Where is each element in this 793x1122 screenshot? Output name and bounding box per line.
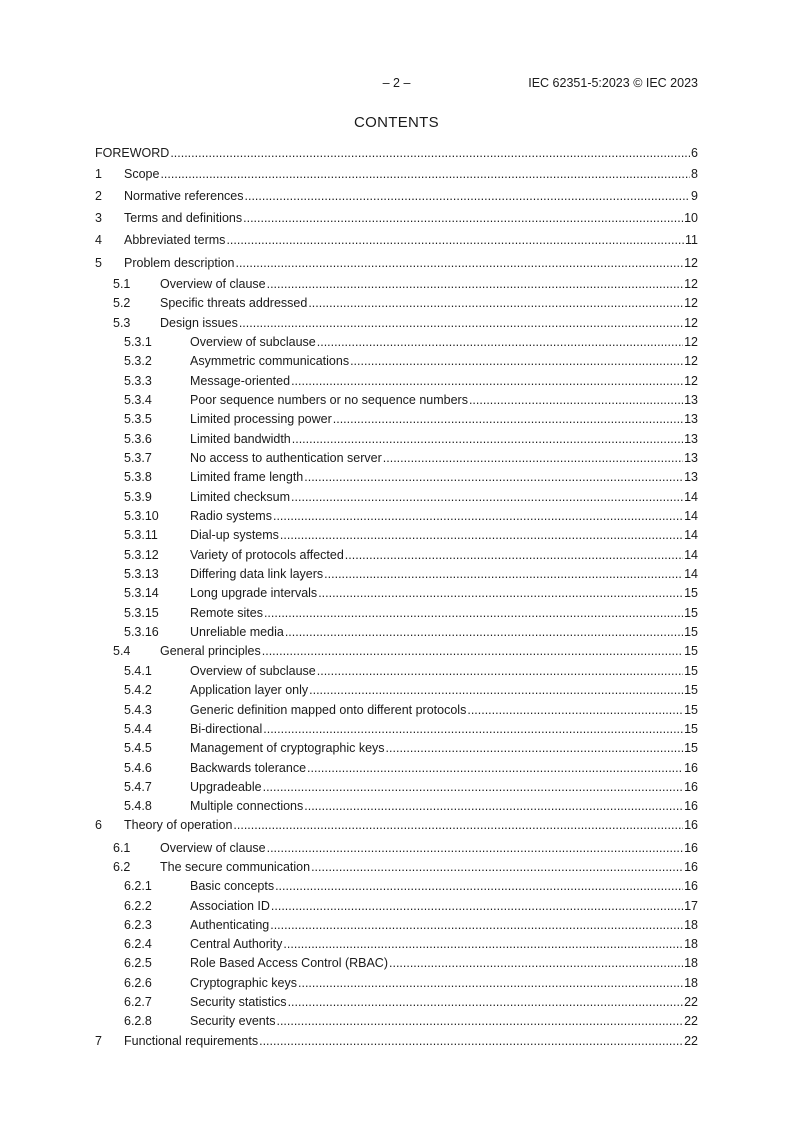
toc-entry-number: 5.3.9	[124, 490, 152, 504]
toc-entry-title: Poor sequence numbers or no sequence numbers	[190, 393, 468, 407]
dot-leader	[170, 144, 690, 162]
toc-entry-title: Problem description	[124, 256, 235, 270]
toc-entry-page: 16	[684, 879, 698, 893]
toc-entry[interactable]	[95, 662, 698, 680]
dot-leader	[318, 584, 683, 602]
toc-entry-title: Design issues	[160, 316, 238, 330]
toc-entry-page: 14	[684, 490, 698, 504]
toc-entry[interactable]	[95, 352, 698, 370]
toc-entry-page: 13	[684, 412, 698, 426]
toc-entry-number: 5.3.1	[124, 335, 152, 349]
toc-entry-number: 6.2.1	[124, 879, 152, 893]
toc-entry[interactable]	[95, 739, 698, 757]
toc-entry-page: 16	[684, 761, 698, 775]
toc-entry-number: 5.3.4	[124, 393, 152, 407]
toc-entry-page: 15	[684, 703, 698, 717]
toc-entry-number: 5.3.7	[124, 451, 152, 465]
toc-entry[interactable]	[95, 468, 698, 486]
toc-entry[interactable]	[95, 294, 698, 312]
dot-leader	[309, 681, 683, 699]
toc-entry-title: Backwards tolerance	[190, 761, 307, 775]
toc-entry-number: 7	[95, 1034, 102, 1048]
toc-entry-number: 6.2.7	[124, 995, 152, 1009]
dot-leader	[291, 372, 683, 390]
toc-entry[interactable]	[95, 144, 698, 162]
toc-entry[interactable]	[95, 623, 698, 641]
toc-entry-page: 14	[684, 509, 698, 523]
toc-entry-title: Long upgrade intervals	[190, 586, 318, 600]
toc-entry-page: 22	[684, 1034, 698, 1048]
toc-entry[interactable]	[95, 974, 698, 992]
dot-leader	[235, 254, 683, 272]
toc-entry-page: 18	[684, 956, 698, 970]
dot-leader	[304, 468, 683, 486]
dot-leader	[263, 778, 684, 796]
toc-entry-page: 22	[684, 995, 698, 1009]
toc-entry[interactable]	[95, 209, 698, 227]
toc-entry-title: Authenticating	[190, 918, 270, 932]
toc-entry-number: 5.4	[113, 644, 131, 658]
toc-entry-title: Limited bandwidth	[190, 432, 291, 446]
toc-entry[interactable]	[95, 565, 698, 583]
toc-entry[interactable]	[95, 897, 698, 915]
toc-entry-number: 5.3.11	[124, 528, 158, 542]
toc-entry-title: Limited processing power	[190, 412, 332, 426]
toc-entry-number: 6.2.8	[124, 1014, 152, 1028]
toc-entry-number: 5.3.10	[124, 509, 159, 523]
toc-entry-title: Central Authority	[190, 937, 283, 951]
toc-entry-page: 12	[684, 277, 698, 291]
toc-entry-title: Radio systems	[190, 509, 272, 523]
toc-entry[interactable]	[95, 839, 698, 857]
dot-leader	[160, 165, 690, 183]
dot-leader	[267, 275, 683, 293]
toc-entry-page: 16	[684, 799, 698, 813]
toc-entry[interactable]	[95, 410, 698, 428]
dot-leader	[262, 642, 683, 660]
toc-entry-title: Limited checksum	[190, 490, 291, 504]
dot-leader	[233, 816, 683, 834]
toc-title: CONTENTS	[354, 114, 439, 131]
toc-entry-number: 5.4.4	[124, 722, 152, 736]
dot-leader	[308, 294, 683, 312]
toc-entry-page: 6	[691, 146, 698, 160]
toc-entry[interactable]	[95, 584, 698, 602]
dot-leader	[324, 565, 683, 583]
toc-entry-title: Cryptographic keys	[190, 976, 297, 990]
toc-entry-number: 5.3.6	[124, 432, 152, 446]
toc-entry[interactable]	[95, 642, 698, 660]
toc-entry[interactable]	[95, 231, 698, 249]
toc-entry-page: 11	[685, 233, 698, 247]
toc-entry-title: Upgradeable	[190, 780, 262, 794]
dot-leader	[317, 662, 683, 680]
toc-entry-number: 5.4.7	[124, 780, 152, 794]
dot-leader	[271, 897, 683, 915]
toc-entry-page: 15	[684, 625, 698, 639]
toc-entry-page: 16	[684, 780, 698, 794]
toc-entry-title: Normative references	[124, 189, 244, 203]
toc-entry-number: 5.1	[113, 277, 131, 291]
toc-entry-number: 4	[95, 233, 102, 247]
toc-entry-number: 6.2	[113, 860, 131, 874]
dot-leader	[288, 993, 684, 1011]
toc-entry-number: 5.3.13	[124, 567, 159, 581]
toc-entry-number: 5.4.1	[124, 664, 152, 678]
toc-entry-page: 14	[684, 567, 698, 581]
toc-entry-page: 12	[684, 316, 698, 330]
toc-entry-page: 13	[684, 432, 698, 446]
toc-entry-title: Dial-up systems	[190, 528, 279, 542]
dot-leader	[273, 507, 683, 525]
toc-entry-title: Theory of operation	[124, 818, 233, 832]
toc-entry-title: General principles	[160, 644, 261, 658]
dot-leader	[467, 701, 683, 719]
toc-entry-number: 5.4.8	[124, 799, 152, 813]
toc-entry-number: 5.3.12	[124, 548, 159, 562]
toc-entry-number: 6	[95, 818, 102, 832]
dot-leader	[280, 526, 683, 544]
toc-entry-number: 1	[95, 167, 102, 181]
toc-entry-title: Security statistics	[190, 995, 287, 1009]
dot-leader	[259, 1032, 683, 1050]
toc-entry-page: 15	[684, 586, 698, 600]
toc-entry-title: Terms and definitions	[124, 211, 243, 225]
toc-entry-title: Scope	[124, 167, 160, 181]
toc-entry-page: 13	[684, 451, 698, 465]
toc-entry-number: 6.2.3	[124, 918, 152, 932]
toc-entry-title: Differing data link layers	[190, 567, 324, 581]
toc-entry-number: 5.3.8	[124, 470, 152, 484]
toc-entry[interactable]	[95, 778, 698, 796]
toc-entry-number: 6.2.6	[124, 976, 152, 990]
dot-leader	[264, 604, 683, 622]
page-number: – 2 –	[382, 76, 411, 90]
dot-leader	[275, 877, 683, 895]
toc-entry[interactable]	[95, 681, 698, 699]
toc-entry-page: 16	[684, 841, 698, 855]
toc-entry[interactable]	[95, 604, 698, 622]
dot-leader	[239, 314, 683, 332]
toc-entry-page: 18	[684, 976, 698, 990]
dot-leader	[383, 449, 683, 467]
toc-entry-page: 12	[684, 335, 698, 349]
toc-entry[interactable]	[95, 275, 698, 293]
toc-entry-page: 13	[684, 393, 698, 407]
toc-entry-page: 12	[684, 374, 698, 388]
dot-leader	[333, 410, 683, 428]
toc-entry-title: Basic concepts	[190, 879, 275, 893]
toc-entry[interactable]	[95, 1032, 698, 1050]
toc-entry-page: 18	[684, 918, 698, 932]
toc-entry-title: Variety of protocols affected	[190, 548, 344, 562]
toc-entry[interactable]	[95, 916, 698, 934]
toc-entry-title: Overview of clause	[160, 277, 266, 291]
dot-leader	[389, 954, 683, 972]
toc-entry-page: 18	[684, 937, 698, 951]
toc-entry-number: 5.3.3	[124, 374, 152, 388]
toc-entry-title: No access to authentication server	[190, 451, 382, 465]
toc-entry-title: Unreliable media	[190, 625, 284, 639]
toc-entry-number: 5.2	[113, 296, 131, 310]
dot-leader	[270, 916, 683, 934]
toc-entry-title: Management of cryptographic keys	[190, 741, 385, 755]
toc-entry-number: 5	[95, 256, 102, 270]
dot-leader	[350, 352, 683, 370]
toc-entry-page: 8	[691, 167, 698, 181]
toc-entry-page: 14	[684, 528, 698, 542]
toc-entry[interactable]	[95, 816, 698, 834]
toc-entry-title: Overview of subclause	[190, 335, 316, 349]
toc-entry-number: 6.2.5	[124, 956, 152, 970]
toc-entry-title: Remote sites	[190, 606, 263, 620]
toc-entry[interactable]	[95, 488, 698, 506]
toc-entry-number: 2	[95, 189, 102, 203]
toc-entry-number: 6.1	[113, 841, 131, 855]
toc-entry-number: 5.3	[113, 316, 131, 330]
toc-entry-title: Overview of clause	[160, 841, 266, 855]
toc-entry-number: 5.3.15	[124, 606, 159, 620]
toc-entry-page: 12	[684, 256, 698, 270]
toc-entry-page: 15	[684, 606, 698, 620]
toc-entry[interactable]	[95, 314, 698, 332]
toc-entry-page: 13	[684, 470, 698, 484]
dot-leader	[263, 720, 683, 738]
toc-entry-page: 12	[684, 296, 698, 310]
dot-leader	[267, 839, 683, 857]
toc-entry-title: The secure communication	[160, 860, 311, 874]
dot-leader	[276, 1012, 683, 1030]
document-id: IEC 62351-5:2023 © IEC 2023	[528, 76, 698, 90]
dot-leader	[307, 759, 683, 777]
toc-entry-page: 15	[684, 644, 698, 658]
dot-leader	[345, 546, 683, 564]
toc-entry-title: Association ID	[190, 899, 270, 913]
toc-entry-title: Role Based Access Control (RBAC)	[190, 956, 388, 970]
toc-entry-title: Abbreviated terms	[124, 233, 226, 247]
toc-entry[interactable]	[95, 935, 698, 953]
toc-entry[interactable]	[95, 797, 698, 815]
toc-entry-number: 5.4.5	[124, 741, 152, 755]
toc-entry[interactable]	[95, 333, 698, 351]
dot-leader	[292, 430, 683, 448]
toc-entry-page: 15	[684, 741, 698, 755]
toc-entry-page: 17	[684, 899, 698, 913]
toc-entry-page: 15	[684, 722, 698, 736]
toc-entry-title: Bi-directional	[190, 722, 263, 736]
dot-leader	[311, 858, 683, 876]
toc-entry[interactable]	[95, 720, 698, 738]
toc-entry-page: 16	[684, 860, 698, 874]
dot-leader	[245, 187, 691, 205]
toc-entry[interactable]	[95, 546, 698, 564]
toc-entry[interactable]	[95, 1012, 698, 1030]
toc-entry[interactable]	[95, 430, 698, 448]
dot-leader	[291, 488, 683, 506]
toc-entry-page: 14	[684, 548, 698, 562]
dot-leader	[285, 623, 683, 641]
dot-leader	[304, 797, 683, 815]
toc-entry-number: 5.3.2	[124, 354, 152, 368]
toc-entry[interactable]	[95, 877, 698, 895]
toc-entry[interactable]	[95, 858, 698, 876]
dot-leader	[226, 231, 684, 249]
toc-entry[interactable]	[95, 954, 698, 972]
dot-leader	[298, 974, 683, 992]
toc-entry-page: 10	[684, 211, 698, 225]
toc-entry[interactable]	[95, 391, 698, 409]
toc-entry-number: 5.4.3	[124, 703, 152, 717]
toc-entry-title: Overview of subclause	[190, 664, 316, 678]
toc-entry-title: FOREWORD	[95, 146, 170, 160]
toc-entry[interactable]	[95, 701, 698, 719]
toc-entry-number: 3	[95, 211, 102, 225]
toc-entry-page: 9	[691, 189, 698, 203]
toc-entry-title: Generic definition mapped onto different protocols	[190, 703, 467, 717]
toc-entry-page: 22	[684, 1014, 698, 1028]
toc-entry-number: 5.3.5	[124, 412, 152, 426]
toc-entry[interactable]	[95, 759, 698, 777]
toc-entry-title: Multiple connections	[190, 799, 304, 813]
toc-entry[interactable]	[95, 507, 698, 525]
toc-entry-page: 16	[684, 818, 698, 832]
toc-entry-title: Asymmetric communications	[190, 354, 350, 368]
toc-entry-number: 5.4.6	[124, 761, 152, 775]
toc-entry-title: Application layer only	[190, 683, 309, 697]
toc-entry-title: Functional requirements	[124, 1034, 259, 1048]
toc-entry-number: 5.3.16	[124, 625, 159, 639]
toc-entry-title: Security events	[190, 1014, 276, 1028]
toc-entry-title: Message-oriented	[190, 374, 291, 388]
toc-entry[interactable]	[95, 449, 698, 467]
toc-entry[interactable]	[95, 187, 698, 205]
dot-leader	[243, 209, 683, 227]
dot-leader	[469, 391, 683, 409]
toc-entry-page: 15	[684, 683, 698, 697]
toc-entry-title: Limited frame length	[190, 470, 304, 484]
toc-entry[interactable]	[95, 372, 698, 390]
toc-entry-number: 6.2.4	[124, 937, 152, 951]
toc-entry-number: 6.2.2	[124, 899, 152, 913]
toc-entry[interactable]	[95, 165, 698, 183]
toc-entry-title: Specific threats addressed	[160, 296, 308, 310]
toc-entry-page: 12	[684, 354, 698, 368]
dot-leader	[386, 739, 684, 757]
toc-entry[interactable]	[95, 254, 698, 272]
dot-leader	[317, 333, 683, 351]
dot-leader	[283, 935, 683, 953]
toc-entry-number: 5.3.14	[124, 586, 159, 600]
toc-entry-number: 5.4.2	[124, 683, 152, 697]
toc-entry[interactable]	[95, 526, 698, 544]
toc-entry-page: 15	[684, 664, 698, 678]
toc-entry[interactable]	[95, 993, 698, 1011]
